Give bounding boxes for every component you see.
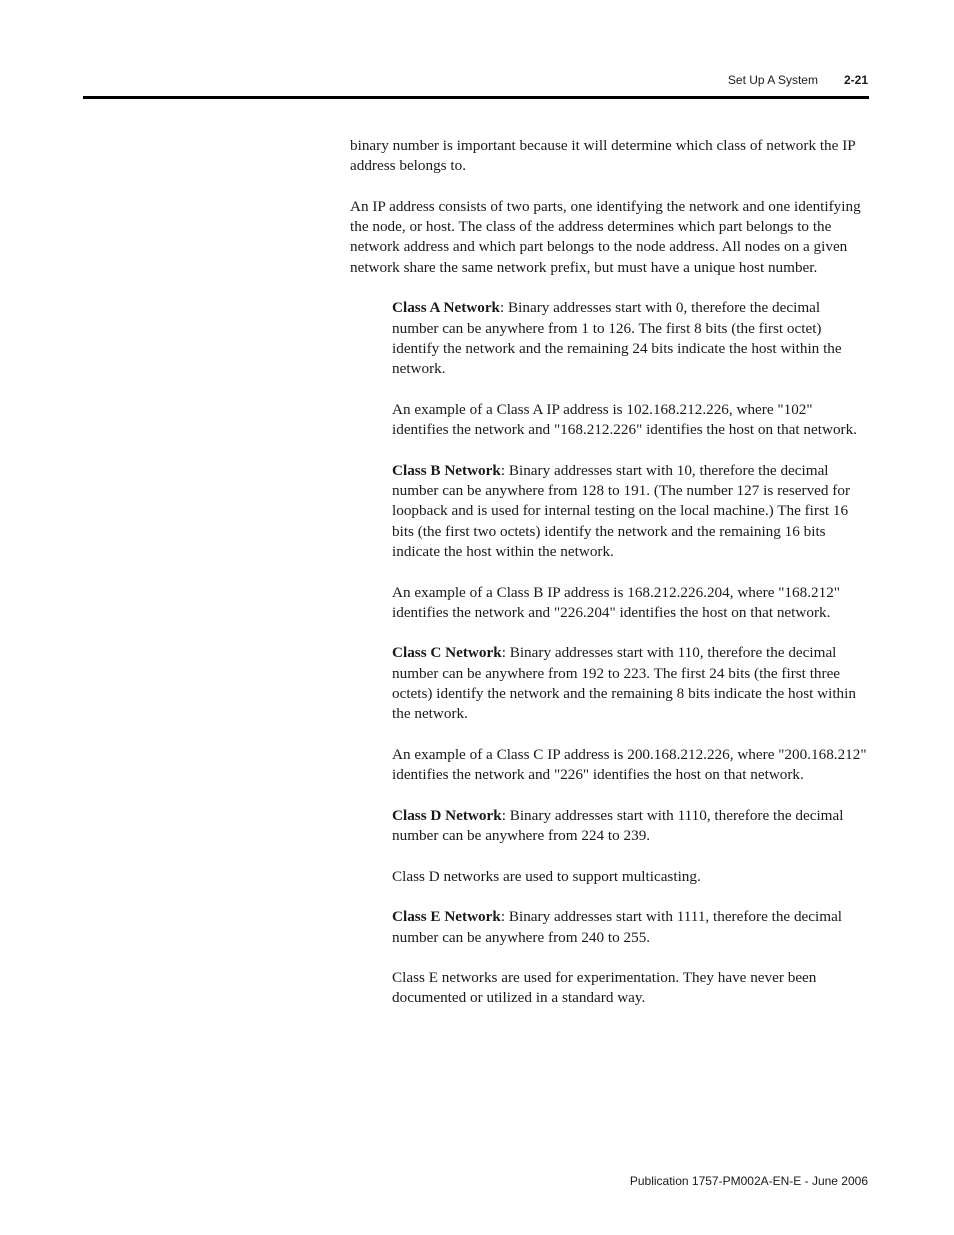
class-e-note: Class E networks are used for experimentation. They have never been documented or utilized in a standard way.	[392, 969, 817, 1007]
class-a-desc: : Binary addresses start with 0, therefore the decimal number can be anywhere from 1 to 126. The first 8 bits (the first octet) identify the network and the remaining 24 bits indicate the host within the network.	[392, 299, 842, 378]
class-a-example: An example of a Class A IP address is 102.168.212.226, where "102" identifies the network and "168.212.226" identifies the host on that network.	[392, 400, 857, 439]
class-b-desc: : Binary addresses start with 10, therefore the decimal number can be anywhere from 128 to 191. (The number 127 is reserved for loopback and is used for internal testing on the local machine.) The first 16 bits (the first two octets) identify the network and the remaining 16 bits indicate the host within the network.	[392, 461, 851, 560]
class-b-example: An example of a Class B IP address is 168.212.226.204, where "168.212" identifies the network and "226.204" identifies the host on that network.	[392, 583, 840, 621]
intro-paragraph: binary number is important because it will determine which class of network the IP address belongs to.	[350, 137, 856, 175]
page-header	[728, 73, 868, 87]
header-rule	[83, 96, 869, 99]
page-number: 2-21	[843, 73, 868, 87]
class-d-desc: : Binary addresses start with 1110, therefore the decimal number can be anywhere from 224 to 239.	[392, 806, 844, 845]
class-e-term: Class E Network	[392, 908, 501, 926]
section-title: Set Up A System	[727, 73, 818, 87]
class-c-term: Class C Network	[392, 644, 502, 662]
class-c-definition	[392, 643, 870, 724]
class-a-definition	[392, 298, 870, 379]
class-d-term: Class D Network	[392, 806, 502, 824]
intro-paragraph: An IP address consists of two parts, one identifying the network and one identifying the node, or host. The class of the address determines which part belongs to the network address and which part belongs to the node address. All nodes on a given network share the same network prefix, but must have a unique host number.	[350, 197, 861, 276]
class-e-definition	[392, 907, 870, 948]
main-text	[350, 136, 870, 1029]
publication-footer: Publication 1757-PM002A-EN-E - June 2006	[629, 1174, 868, 1188]
class-d-definition	[392, 806, 870, 847]
class-c-desc: : Binary addresses start with 110, therefore the decimal number can be anywhere from 192 to 223. The first 24 bits (the first three octets) identify the network and the remaining 8 bits indicate the host within the network.	[392, 644, 856, 723]
class-d-note: Class D networks are used to support multicasting.	[392, 867, 701, 885]
class-e-desc: : Binary addresses start with 1111, therefore the decimal number can be anywhere from 240 to 255.	[392, 908, 843, 946]
class-a-term: Class A Network	[392, 299, 501, 317]
class-b-definition	[392, 461, 870, 562]
class-b-term: Class B Network	[392, 461, 501, 479]
class-c-example: An example of a Class C IP address is 200.168.212.226, where "200.168.212" identifies the network and "226" identifies the host on that network.	[392, 745, 867, 784]
